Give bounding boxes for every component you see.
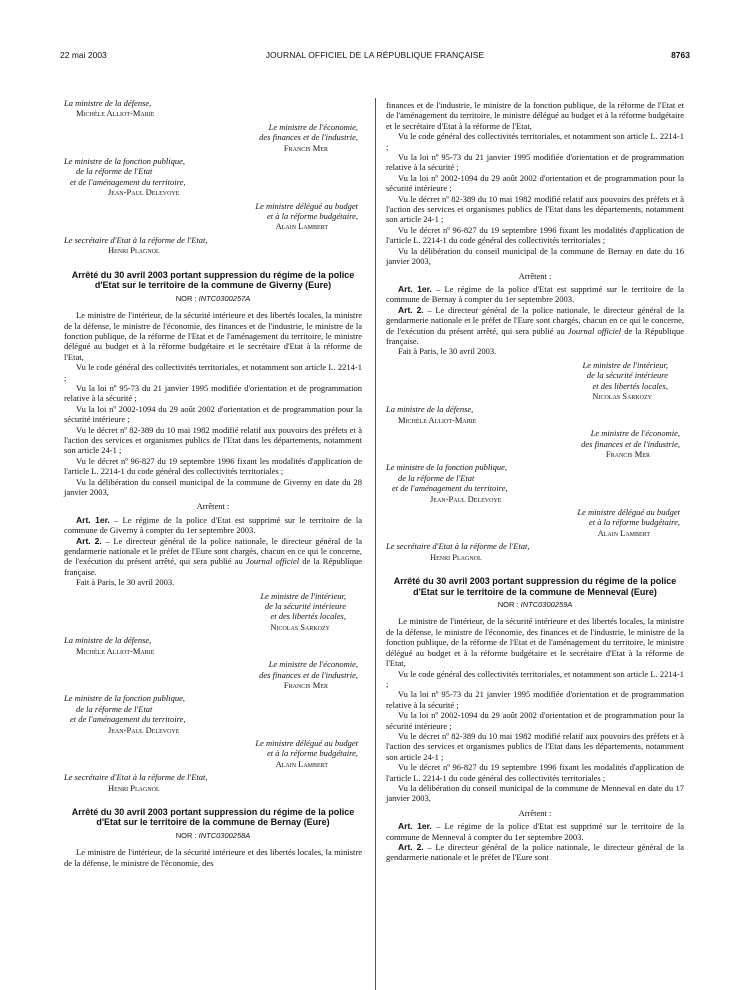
nor-menneval: NOR : INTC0300259A xyxy=(497,600,573,610)
signature-budget: Le ministre délégué au budget et à la réforme budgétaire, Alain Lambert xyxy=(577,507,680,538)
visa: Vu le décret nº 96-827 du 19 septembre 1996 fixant les modalités d'application de l'article L. 2214-1 du code général des collectivités territoriales ; xyxy=(386,224,684,246)
header-date: 22 mai 2003 xyxy=(60,50,107,60)
article-1: Art. 1er. – Le régime de la police d'Etat est supprimé sur le territoire de la commune de Giverny à compter du 1er septembre 2003. xyxy=(64,514,362,536)
preamble-continued: finances et de l'industrie, le ministre de la fonction publique, de la réforme de l'Etat et de l'aménagement du territoire, le ministre délégué au budget et à la réforme budgétaire et le secrétaire d'Etat à la réforme de l'Etat, xyxy=(386,100,684,131)
visa: Vu le décret nº 82-389 du 10 mai 1982 modifié relatif aux pouvoirs des préfets et à l'action des services et organismes publics de l'Etat dans les départements, notamment son article 24-1 ; xyxy=(64,424,362,456)
arretent: Arrêtent : xyxy=(196,501,230,512)
signature-interieur: Le ministre de l'intérieur, de la sécurité intérieure et des libertés locales, Nicolas Sarkozy xyxy=(260,590,346,632)
arretent: Arrêtent : xyxy=(518,807,552,818)
signature-defense: La ministre de la défense, Michèle Alliot-Marie xyxy=(64,98,155,119)
signature-secretaire-etat: Le secrétaire d'Etat à la réforme de l'Etat, Henri Plagnol xyxy=(64,772,208,793)
visa: Vu la délibération du conseil municipal de la commune de Giverny en date du 28 janvier 2003, xyxy=(64,476,362,497)
visa: Vu le code général des collectivités territoriales, et notamment son article L. 2214-1 ; xyxy=(386,668,684,689)
signature-fonction-publique: Le ministre de la fonction publique, de la réforme de l'Etat et de l'aménagement du territoire, Jean-Paul Delevoye xyxy=(64,693,186,735)
visa: Vu la loi nº 2002-1094 du 29 août 2002 d'orientation et de programmation pour la sécurité intérieure ; xyxy=(64,403,362,425)
preamble: Le ministre de l'intérieur, de la sécurité intérieure et des libertés locales, la ministre de la défense, le ministre de l'économie, des finances et de l'industrie, le ministre de la fonction publique, de la réforme de l'Etat et de l'aménagement du territoire, le ministre délégué au budget et à la réforme budgétaire et le secrétaire d'Etat à la réforme de l'Etat, xyxy=(386,616,684,669)
visa: Vu le décret nº 82-389 du 10 mai 1982 modifié relatif aux pouvoirs des préfets et à l'action des services et organismes publics de l'Etat dans les départements, notamment son article 24-1 ; xyxy=(386,730,684,762)
left-column xyxy=(64,98,362,868)
decree-title-menneval: Arrêté du 30 avril 2003 portant suppression du régime de la police d'Etat sur le territoire de la commune de Menneval (Eure) xyxy=(393,576,677,597)
signature-defense: La ministre de la défense, Michèle Alliot-Marie xyxy=(386,404,477,425)
signature-secretaire-etat: Le secrétaire d'Etat à la réforme de l'Etat, Henri Plagnol xyxy=(386,541,530,562)
visa: Vu la délibération du conseil municipal de la commune de Bernay en date du 16 janvier 2003, xyxy=(386,245,684,267)
visa: Vu la loi nº 95-73 du 21 janvier 1995 modifiée d'orientation et de programmation relative à la sécurité ; xyxy=(386,689,684,710)
visa: Vu le décret nº 82-389 du 10 mai 1982 modifié relatif aux pouvoirs des préfets et à l'action des services et organismes publics de l'Etat dans les départements, notamment son article 24-1 ; xyxy=(386,193,684,225)
signature-secretaire-etat: Le secrétaire d'Etat à la réforme de l'Etat, Henri Plagnol xyxy=(64,234,208,256)
decree-title-giverny: Arrêté du 30 avril 2003 portant suppression du régime de la police d'Etat sur le territoire de la commune de Giverny (Eure) xyxy=(71,269,355,291)
arretent: Arrêtent : xyxy=(518,270,552,281)
signature-fonction-publique: Le ministre de la fonction publique, de la réforme de l'Etat et de l'aménagement du territoire, Jean-Paul Delevoye xyxy=(386,462,508,504)
visa: Vu le code général des collectivités territoriales, et notamment son article L. 2214-1 ; xyxy=(386,131,684,152)
signature-economie: Le ministre de l'économie, des finances et de l'industrie, Francis Mer xyxy=(259,659,358,690)
article-2: Art. 2. – Le directeur général de la police nationale, le directeur général de la gendarmerie nationale et le préfet de l'Eure sont chargés, chacun en ce qui le concerne, de l'exécution du présent arrêté, qui sera publié au Journal officiel de la République française. xyxy=(64,535,362,577)
signature-fonction-publique: Le ministre de la fonction publique, de la réforme de l'Etat et de l'aménagement du territoire, Jean-Paul Delevoye xyxy=(64,156,186,198)
signature-economie: Le ministre de l'économie, des finances et de l'industrie, Francis Mer xyxy=(259,121,358,153)
page-header xyxy=(60,50,690,64)
signature-defense: La ministre de la défense, Michèle Alliot-Marie xyxy=(64,635,155,656)
header-journal-title: JOURNAL OFFICIEL DE LA RÉPUBLIQUE FRANÇAISE xyxy=(265,50,485,60)
nor-bernay: NOR : INTC0300258A xyxy=(175,830,251,840)
right-column xyxy=(386,100,684,863)
visa: Vu le décret nº 96-827 du 19 septembre 1996 fixant les modalités d'application de l'article L. 2214-1 du code général des collectivités territoriales ; xyxy=(64,455,362,477)
visa: Vu la loi nº 95-73 du 21 janvier 1995 modifiée d'orientation et de programmation relative à la sécurité ; xyxy=(64,382,362,404)
visa: Vu la loi nº 95-73 du 21 janvier 1995 modifiée d'orientation et de programmation relative à la sécurité ; xyxy=(386,152,684,173)
header-page-number: 8763 xyxy=(671,50,690,60)
preamble: Le ministre de l'intérieur, de la sécurité intérieure et des libertés locales, la ministre de la défense, le ministre de l'économie, des xyxy=(64,847,362,868)
visa: Vu la délibération du conseil municipal de la commune de Menneval en date du 17 janvier 2003, xyxy=(386,782,684,804)
signature-budget: Le ministre délégué au budget et à la réforme budgétaire, Alain Lambert xyxy=(255,737,358,769)
preamble: Le ministre de l'intérieur, de la sécurité intérieure et des libertés locales, la ministre de la défense, le ministre de l'économie, des finances et de l'industrie, le ministre de la fonction publique, de la réforme de l'Etat et de l'aménagement du territoire, le ministre délégué au budget et à la réforme budgétaire et le secrétaire d'Etat à la réforme de l'Etat, xyxy=(64,310,362,362)
article-2: Art. 2. – Le directeur général de la police nationale, le directeur général de la gendarmerie nationale et le préfet de l'Eure sont chargés, chacun en ce qui le concerne, de l'exécution du présent arrêté, qui sera publié au Journal officiel de la République française. xyxy=(386,304,684,346)
visa: Vu la loi nº 2002-1094 du 29 août 2002 d'orientation et de programmation pour la sécurité intérieure ; xyxy=(386,710,684,731)
fait-a-paris: Fait à Paris, le 30 avril 2003. xyxy=(76,577,175,588)
decree-title-bernay: Arrêté du 30 avril 2003 portant suppression du régime de la police d'Etat sur le territoire de la commune de Bernay (Eure) xyxy=(71,806,355,828)
signature-interieur: Le ministre de l'intérieur, de la sécurité intérieure et des libertés locales, Nicolas Sarkozy xyxy=(582,359,668,401)
column-divider xyxy=(375,98,376,990)
nor-giverny: NOR : INTC0300257A xyxy=(175,293,251,303)
fait-a-paris: Fait à Paris, le 30 avril 2003. xyxy=(398,346,497,357)
signature-economie: Le ministre de l'économie, des finances et de l'industrie, Francis Mer xyxy=(581,428,680,459)
article-2: Art. 2. – Le directeur général de la police nationale, le directeur général de la gendarmerie nationale et le préfet de l'Eure sont xyxy=(386,842,684,863)
visa: Vu le décret nº 96-827 du 19 septembre 1996 fixant les modalités d'application de l'article L. 2214-1 du code général des collectivités territoriales ; xyxy=(386,762,684,783)
article-1: Art. 1er. – Le régime de la police d'Etat est supprimé sur le territoire de la commune de Bernay à compter du 1er septembre 2003. xyxy=(386,283,684,305)
visa: Vu la loi nº 2002-1094 du 29 août 2002 d'orientation et de programmation pour la sécurité intérieure ; xyxy=(386,172,684,194)
visa: Vu le code général des collectivités territoriales, et notamment son article L. 2214-1 ; xyxy=(64,362,362,383)
article-1: Art. 1er. – Le régime de la police d'Etat est supprimé sur le territoire de la commune de Menneval à compter du 1er septembre 2003. xyxy=(386,821,684,842)
signature-budget: Le ministre délégué au budget et à la réforme budgétaire, Alain Lambert xyxy=(255,200,358,232)
